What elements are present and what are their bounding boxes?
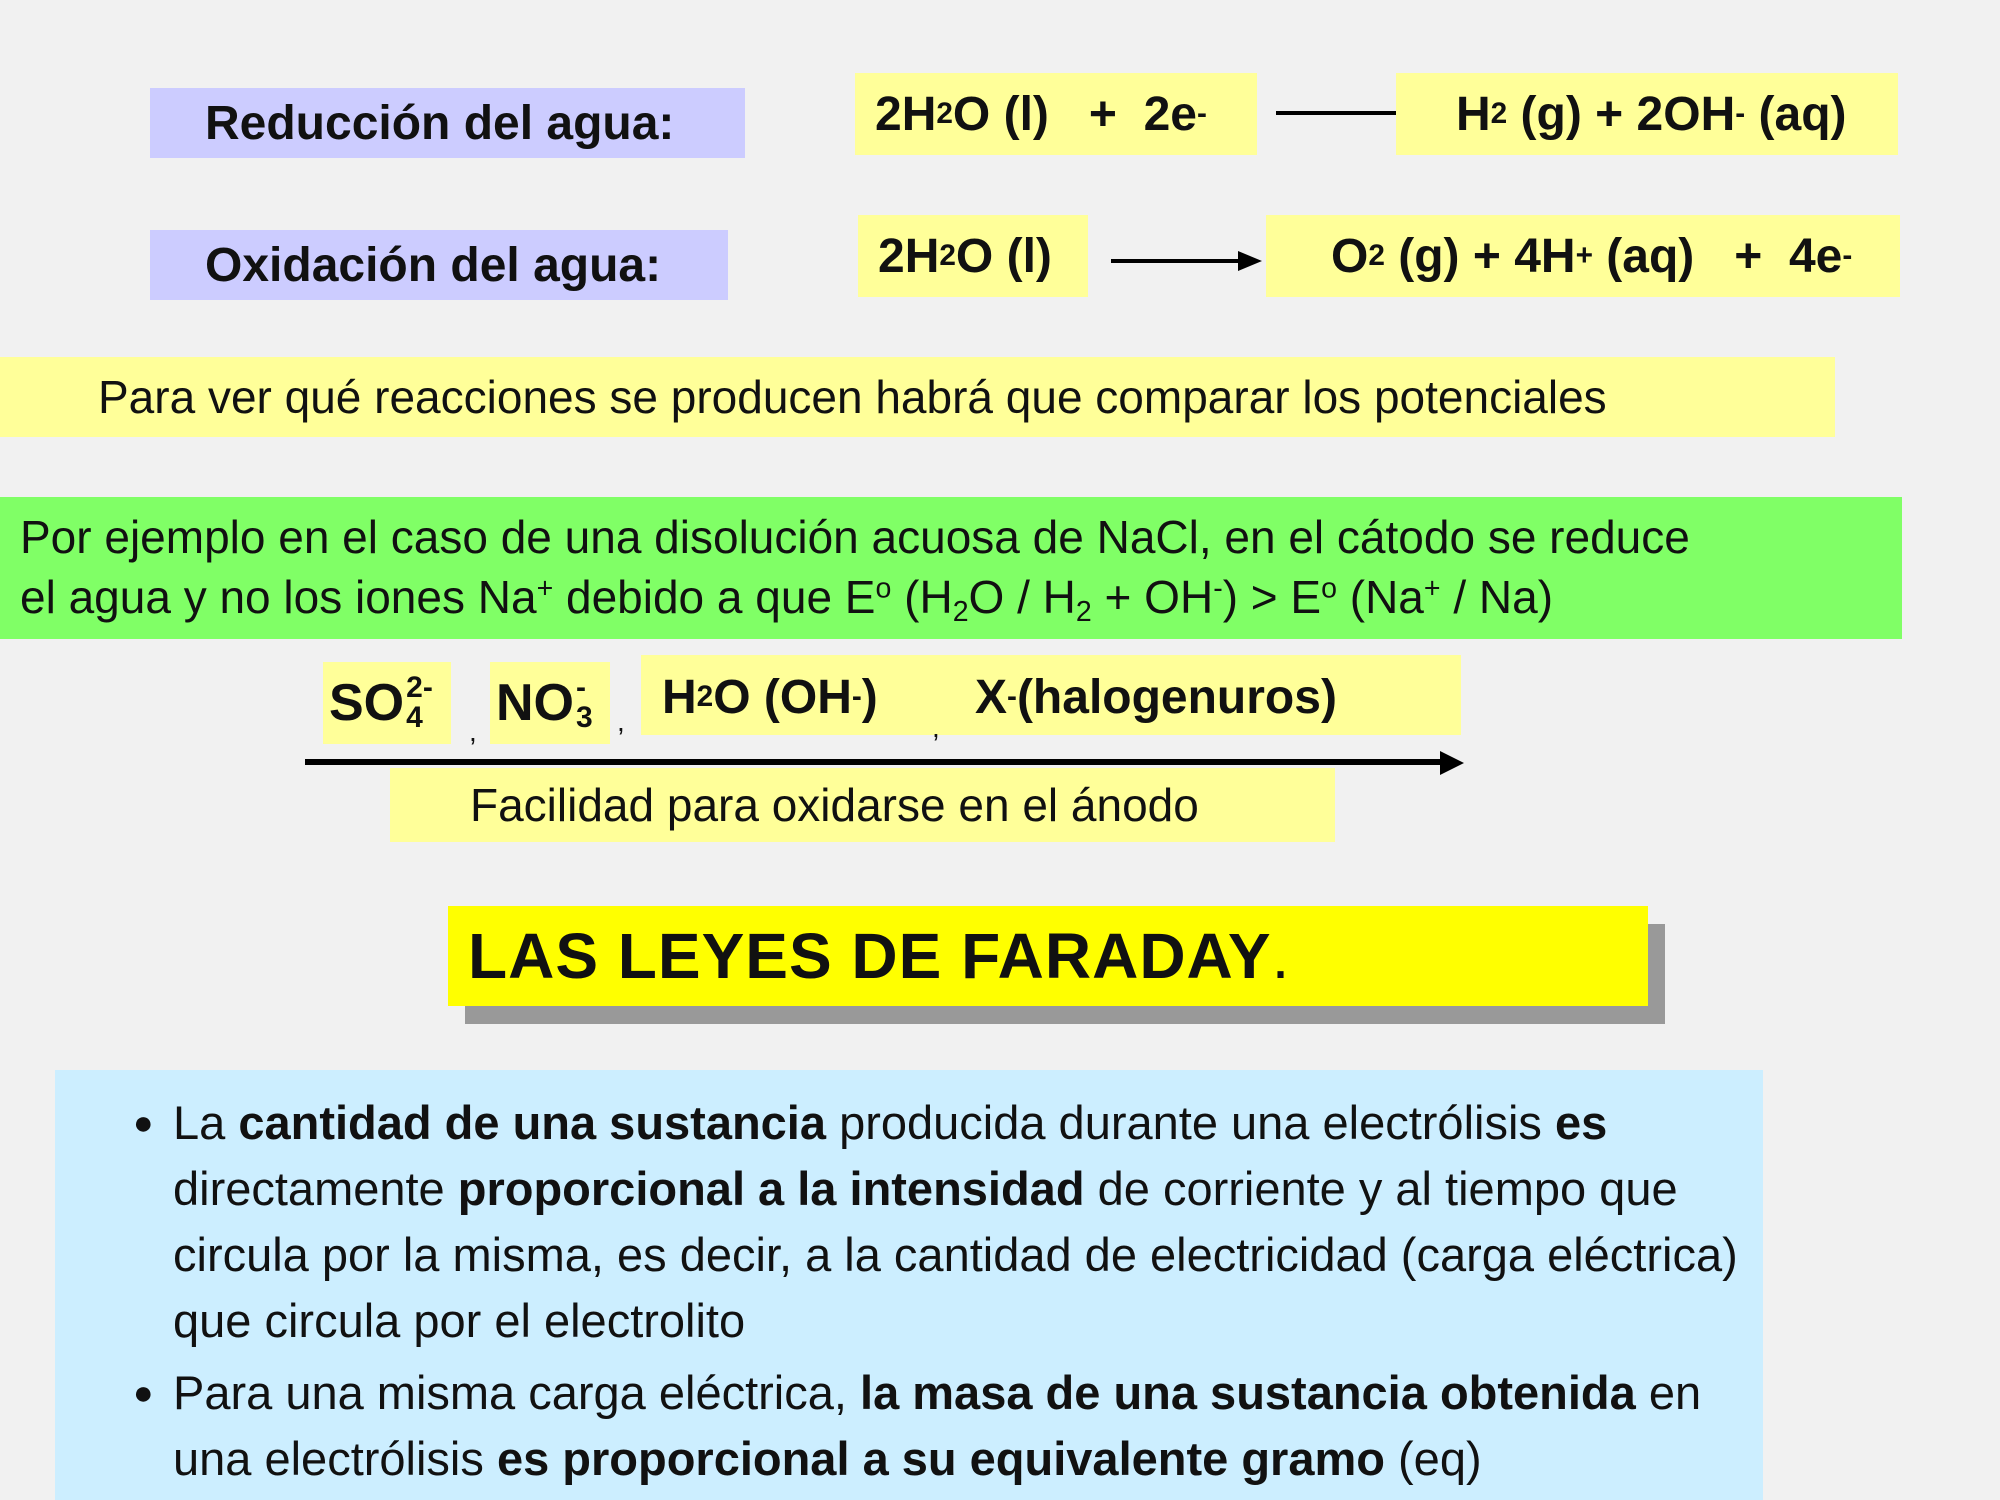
example-line-2: el agua y no los iones Na+ debido a que $E^o$ $(H_2O / H_2 + OH^-) > E^o$ (Na+ / Na) xyxy=(20,571,1554,628)
example-line-1: Por ejemplo en el caso de una disolución acuosa de NaCl, en el cátodo se reduce xyxy=(20,511,1690,563)
reduction-label: Reducción del agua: xyxy=(150,88,745,158)
oxidation-label: Oxidación del agua: xyxy=(150,230,728,300)
bullet-icon: ● xyxy=(133,1104,154,1142)
reduction-arrow-line xyxy=(1276,111,1398,115)
ion-nitrate: NO - 3 xyxy=(490,662,610,744)
bullet-icon: ● xyxy=(133,1374,154,1412)
law-item-1: ● La cantidad de una sustancia producida durante una electrólisis es directamente proporcional a la intensidad de corriente y al tiempo que circula por la misma, es decir, a la cantidad de electricidad (carga eléctrica) que circula por el electrolito xyxy=(115,1090,1763,1354)
ion-water: H 2 O (OH - ) xyxy=(662,670,878,724)
ion-halide: X - (halogenuros) xyxy=(975,670,1337,724)
law-item-2: ● Para una misma carga eléctrica, la masa de una sustancia obtenida en una electrólisis es proporcional a su equivalente gramo (eq) xyxy=(115,1360,1763,1492)
oxidation-ease-arrow-head xyxy=(1440,751,1464,775)
ion-comma-2: , xyxy=(617,706,625,737)
page-title: LAS LEYES DE FARADAY . xyxy=(448,906,1648,1006)
oxidation-arrow-line xyxy=(1111,259,1241,263)
reduction-reactants: 2H 2 O (l) + 2e - xyxy=(855,73,1257,155)
oxidation-reactants: 2H 2 O (l) xyxy=(858,215,1088,297)
example-paragraph xyxy=(0,497,1902,639)
laws-box xyxy=(55,1070,1763,1500)
oxidation-ease-label: Facilidad para oxidarse en el ánodo xyxy=(390,768,1335,842)
ion-comma-3: , xyxy=(932,712,940,743)
reduction-products: H 2 (g) + 2OH - (aq) xyxy=(1396,73,1898,155)
oxidation-ease-arrow-line xyxy=(305,759,1445,765)
ion-sulfate: SO 2- 4 xyxy=(323,662,451,744)
oxidation-arrow-head xyxy=(1238,251,1262,271)
oxidation-products: O 2 (g) + 4H + (aq) + 4e - xyxy=(1266,215,1900,297)
compare-note: Para ver qué reacciones se producen habrá que comparar los potenciales xyxy=(0,357,1835,437)
ion-comma-1: , xyxy=(469,716,477,747)
